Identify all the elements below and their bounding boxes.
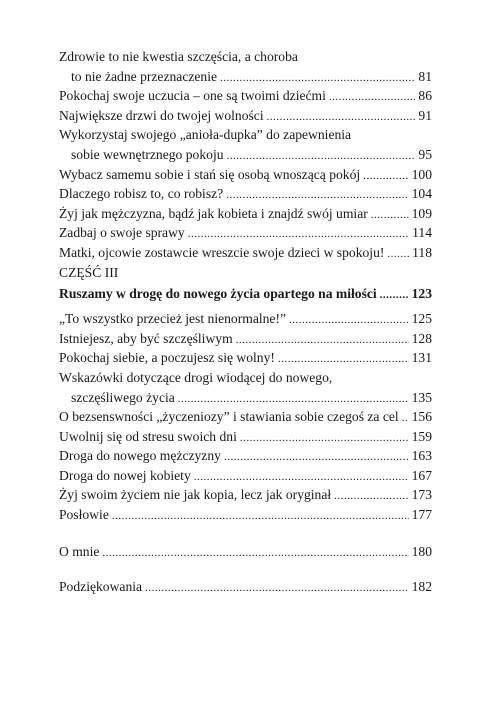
toc-page-number: 156 [411,409,432,424]
toc-entry [59,447,432,467]
toc-entry-title-line [59,369,432,389]
toc-entry [59,205,432,225]
toc-leader-dots [289,312,409,329]
toc-leader-dots [226,187,408,204]
toc-entry-last-line [59,68,432,88]
toc-leader-dots [334,488,408,505]
toc-leader-dots [224,449,409,466]
part-title: Ruszamy w drogę do nowego życia opartego na miłości [59,286,377,301]
toc-entry [59,166,432,186]
toc-entry-title-line [59,126,432,146]
toc-page-number: 163 [411,448,432,464]
toc-entry-title: Droga do nowego mężczyzny [59,448,221,464]
toc-entry-last-line [59,330,432,350]
part-title-entry [59,285,432,305]
toc-entry-last-line [59,486,432,506]
toc-entry-last-line [59,107,432,127]
toc-page-number: 109 [411,205,432,221]
toc-entry [59,224,432,244]
toc-leader-dots [227,148,416,165]
toc-entry-last-line [59,506,432,526]
toc-page-number: 159 [411,428,432,444]
toc-entry-title: Posłowie [59,507,109,522]
toc-entry-title: Uwolnij się od stresu swoich dni [59,428,237,444]
toc-entry [59,185,432,205]
toc-entry [59,107,432,127]
part-title-line [59,285,432,305]
toc-leader-dots [387,246,409,263]
toc-leader-dots [188,226,409,243]
toc-entry-title: Istniejesz, aby być szczęśliwym [59,330,233,346]
toc-page-number: 91 [418,107,432,123]
toc-entry-last-line [59,428,432,448]
toc-leader-dots [236,332,409,349]
toc-page-number: 81 [418,69,432,84]
toc-page-number: 173 [411,487,432,503]
toc-page-number: 114 [412,225,432,241]
toc-entry-title: Pokochaj siebie, a poczujesz się wolny! [59,350,275,366]
toc-entry-title: Matki, ojcowie zostawcie wreszcie swoje dzieci w spokoju! [59,245,385,260]
toc-entry-title: Dlaczego robisz to, co robisz? [59,186,224,202]
toc-entry [59,87,432,107]
toc-entry-title: „To wszystko przecież jest nienormalne!” [59,311,287,326]
toc-entry-title: Zadbaj o swoje sprawy [59,225,185,241]
toc-entry-title: to nie żadne przeznaczenie [71,69,218,84]
toc-page-number: 128 [411,330,432,346]
toc-page-number: 95 [418,147,432,163]
toc-page-number: 167 [411,467,432,483]
toc-entry-last-line [59,349,432,369]
toc-entry [59,408,432,428]
toc-leader-dots [102,545,408,562]
toc-page-number: 131 [411,350,432,366]
toc-entry-title: Żyj jak mężczyzna, bądź jak kobieta i znajdź swój umiar [59,205,368,221]
toc-leader-dots [402,410,409,427]
toc-entry [59,244,432,264]
toc-entry-back [59,506,432,526]
toc-leader-dots [178,391,409,408]
toc-page-number: 100 [411,166,432,182]
toc-entry-back [59,578,432,598]
toc-entry-last-line [59,244,432,264]
toc-entry-last-line [59,389,432,409]
toc-entry-last-line [59,408,432,428]
toc-entry-title: Droga do nowej kobiety [59,467,191,483]
toc-entry-last-line [59,87,432,107]
toc-page-number: 118 [412,245,432,260]
toc-page-number: 125 [411,311,432,326]
toc-leader-dots [112,508,409,525]
toc-page-number: 86 [418,88,432,104]
toc-entry [59,310,432,330]
toc-page-number: 180 [411,544,432,559]
toc-page-number: 182 [411,579,432,594]
toc-page-number: 177 [411,507,432,522]
toc-entry-last-line [59,205,432,225]
toc-entry-last-line [59,578,432,598]
toc-entry [59,48,432,88]
toc-entry-last-line [59,447,432,467]
toc-entry-title: O mnie [59,544,100,559]
toc-leader-dots [329,89,416,106]
toc-entry-title: Wskazówki dotyczące drogi wiodącej do nowego, [59,369,333,385]
toc-entry-last-line [59,543,432,563]
toc-leader-dots [267,109,416,126]
toc-leader-dots [145,580,409,597]
toc-leader-dots [371,207,409,224]
toc-entry-title-line [59,48,432,68]
toc-entry-title: Zdrowie to nie kwestia szczęścia, a choroba [59,49,298,64]
toc-entry-title: szczęśliwego życia [71,389,175,405]
toc-page-number: 104 [411,186,432,202]
toc-entry [59,467,432,487]
toc-entry-last-line [59,224,432,244]
toc-entry-title: Wybacz samemu sobie i stań się osobą wnoszącą pokój [59,166,361,182]
toc-entry-title: Największe drzwi do twojej wolności [59,107,264,123]
toc-entry-back [59,543,432,563]
part-label: CZĘŚĆ III [59,265,119,280]
toc-entry-last-line [59,146,432,166]
toc-leader-dots [363,168,408,185]
toc-leader-dots [278,351,409,368]
toc-entry [59,126,432,166]
toc-leader-dots [220,70,415,87]
toc-leader-dots [240,430,409,447]
toc-entry [59,369,432,409]
toc-entry-title: Pokochaj swoje uczucia – one są twoimi dziećmi [59,88,326,104]
toc-entry-last-line [59,467,432,487]
toc-entry-title: O bezsenswności „życzeniozy” i stawiania sobie czegoś za cel [59,409,399,424]
toc-entry-title: Podziękowania [59,579,143,594]
toc-entry-title: Żyj swoim życiem nie jak kopia, lecz jak oryginał [59,487,332,503]
toc-entry-last-line [59,166,432,186]
toc-page-number: 123 [411,286,432,301]
toc-entry-last-line [59,185,432,205]
toc-entry-title: sobie wewnętrznego pokoju [71,147,224,163]
toc-leader-dots [194,469,409,486]
toc-entry [59,428,432,448]
toc-entry-last-line [59,310,432,330]
toc-entry [59,330,432,350]
toc-entry [59,349,432,369]
toc-entry [59,486,432,506]
toc-page-number: 135 [411,389,432,405]
toc-leader-dots [380,287,409,304]
toc-entry-title: Wykorzystaj swojego „anioła-dupka” do zapewnienia [59,127,352,143]
